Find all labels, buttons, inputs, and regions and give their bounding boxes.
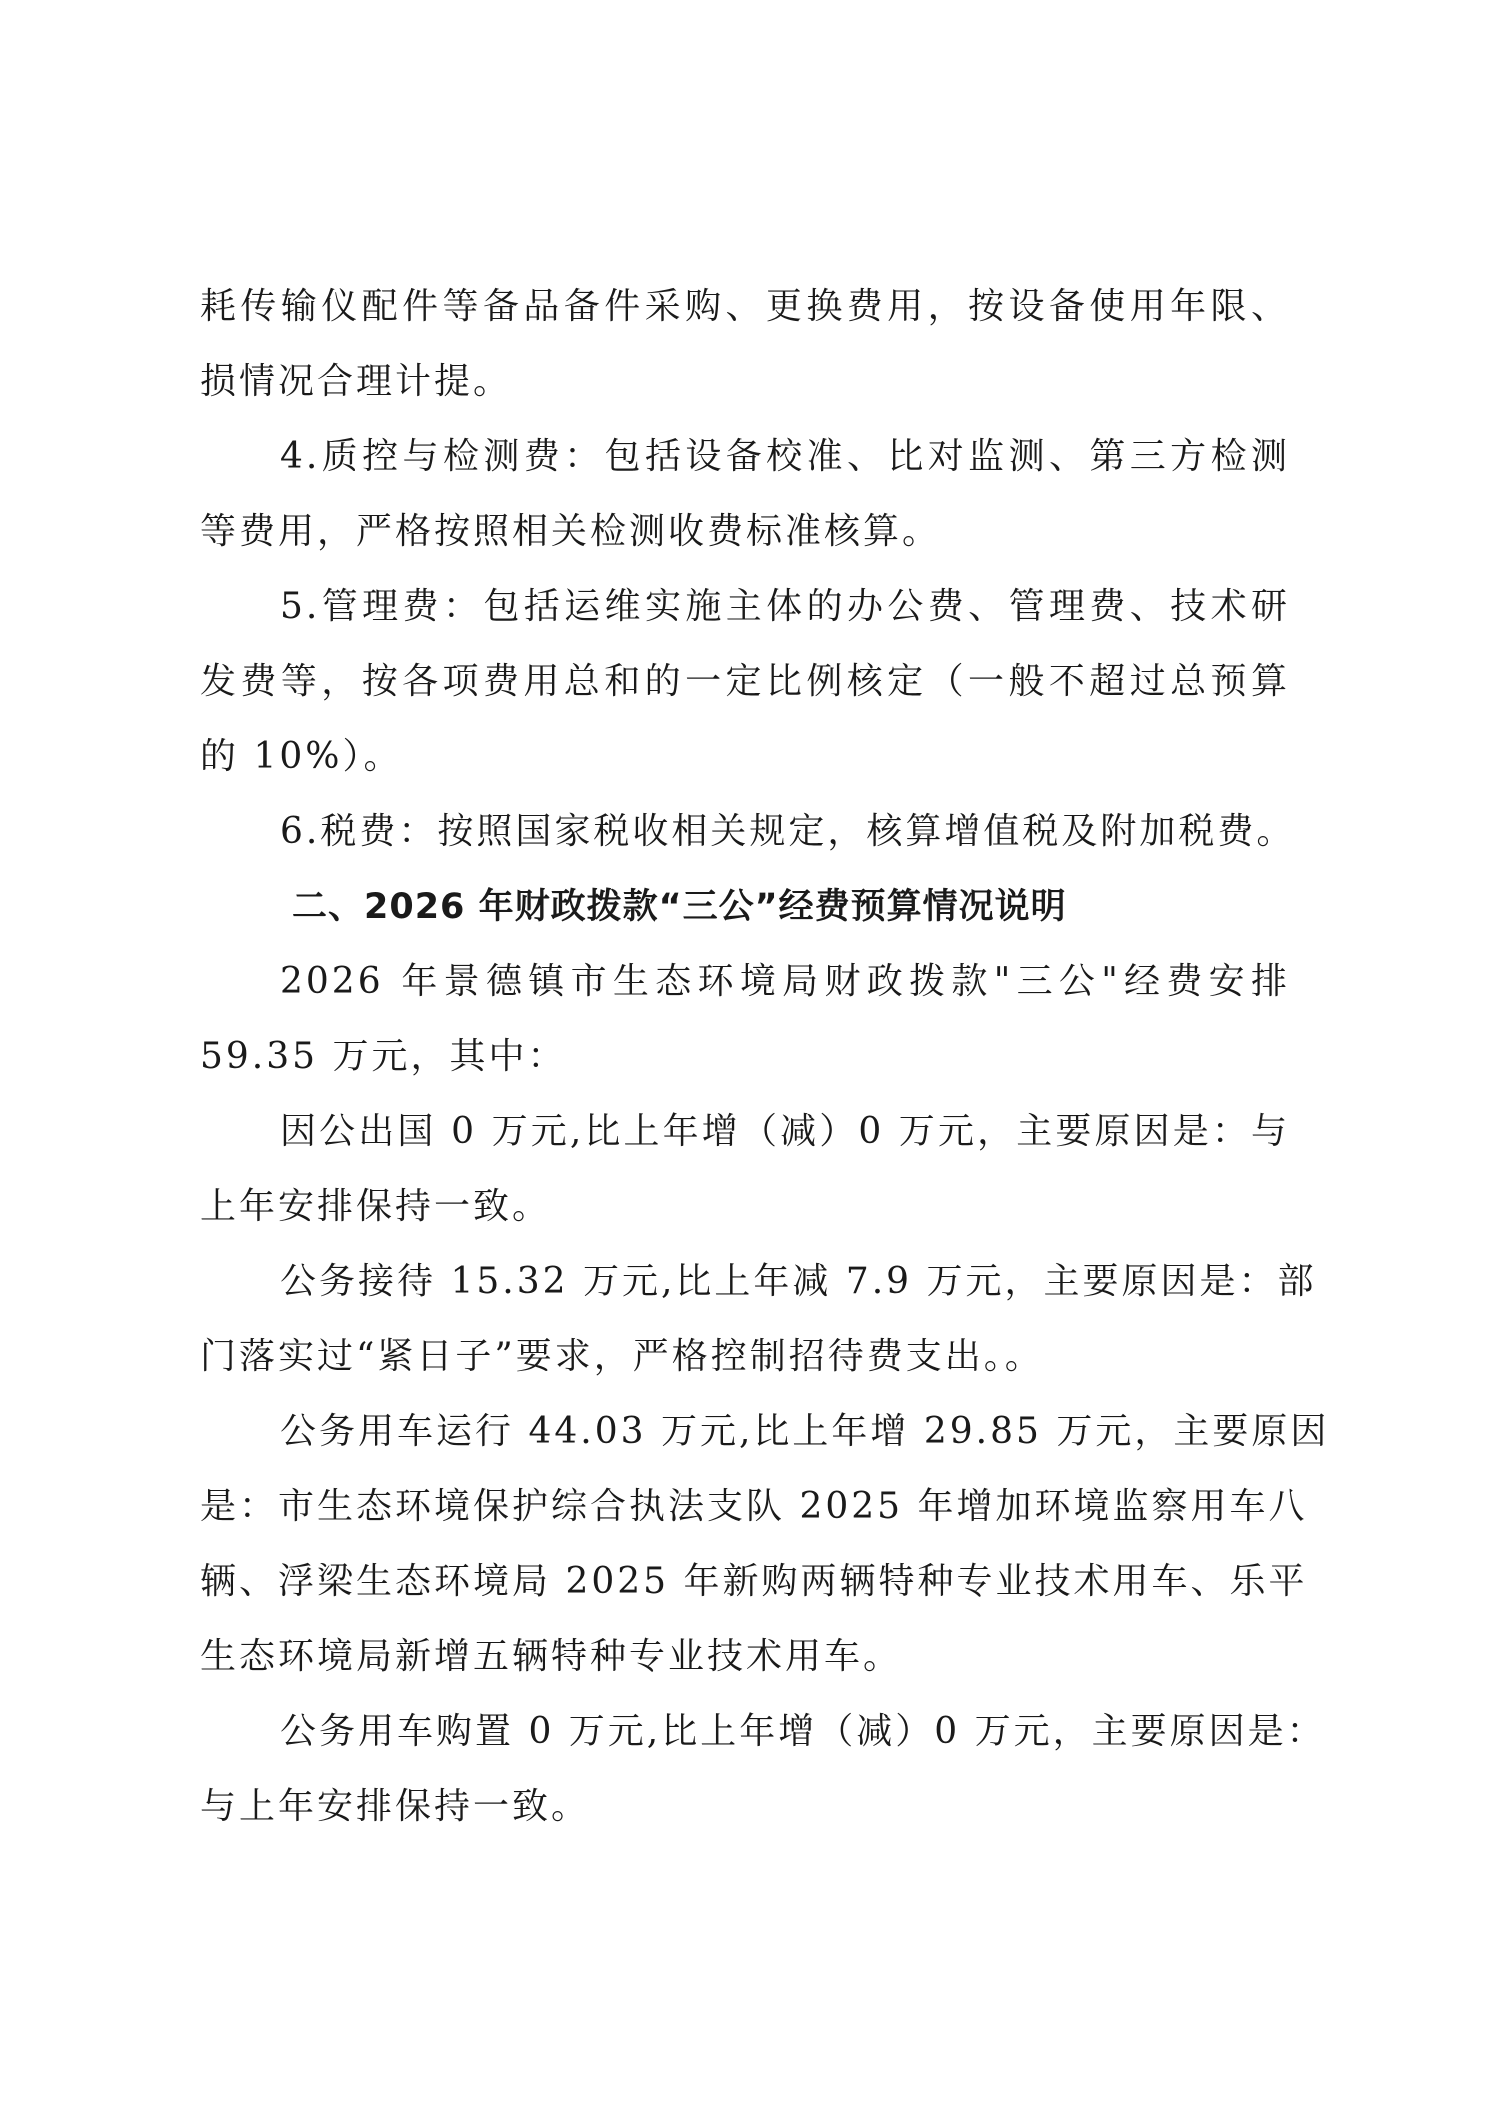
section-heading: 二、2026 年财政拨款“三公”经费预算情况说明 xyxy=(292,887,1067,927)
paragraph-line: 生态环境局新增五辆特种专业技术用车。 xyxy=(200,1636,903,1677)
paragraph-line: 5.管理费：包括运维实施主体的办公费、管理费、技术研 xyxy=(280,586,1290,627)
paragraph-line: 因公出国 0 万元,比上年增（减）0 万元，主要原因是：与 xyxy=(280,1111,1290,1152)
paragraph-line: 耗传输仪配件等备品备件采购、更换费用，按设备使用年限、 xyxy=(200,286,1290,327)
paragraph-line: 与上年安排保持一致。 xyxy=(200,1786,591,1827)
paragraph-line: 59.35 万元，其中： xyxy=(200,1036,567,1077)
paragraph-line: 门落实过“紧日子”要求，严格控制招待费支出。。 xyxy=(200,1336,1044,1377)
paragraph-line: 上年安排保持一致。 xyxy=(200,1186,552,1227)
paragraph-line: 公务用车运行 44.03 万元,比上年增 29.85 万元，主要原因 xyxy=(280,1411,1330,1452)
paragraph-line: 辆、浮梁生态环境局 2025 年新购两辆特种专业技术用车、乐平 xyxy=(200,1561,1308,1602)
paragraph-line: 公务用车购置 0 万元,比上年增（减）0 万元，主要原因是： xyxy=(280,1711,1326,1752)
paragraph-line: 等费用，严格按照相关检测收费标准核算。 xyxy=(200,511,942,552)
paragraph-line: 损情况合理计提。 xyxy=(200,361,513,402)
paragraph-line: 是：市生态环境保护综合执法支队 2025 年增加环境监察用车八 xyxy=(200,1486,1308,1527)
paragraph-line: 公务接待 15.32 万元,比上年减 7.9 万元，主要原因是：部 xyxy=(280,1261,1317,1302)
paragraph-line: 4.质控与检测费：包括设备校准、比对监测、第三方检测 xyxy=(280,436,1290,477)
paragraph-line: 的 10%）。 xyxy=(200,736,403,777)
paragraph-line: 6.税费：按照国家税收相关规定，核算增值税及附加税费。 xyxy=(280,811,1296,852)
paragraph-line: 2026 年景德镇市生态环境局财政拨款"三公"经费安排 xyxy=(280,961,1290,1002)
paragraph-line: 发费等，按各项费用总和的一定比例核定（一般不超过总预算 xyxy=(200,661,1290,702)
